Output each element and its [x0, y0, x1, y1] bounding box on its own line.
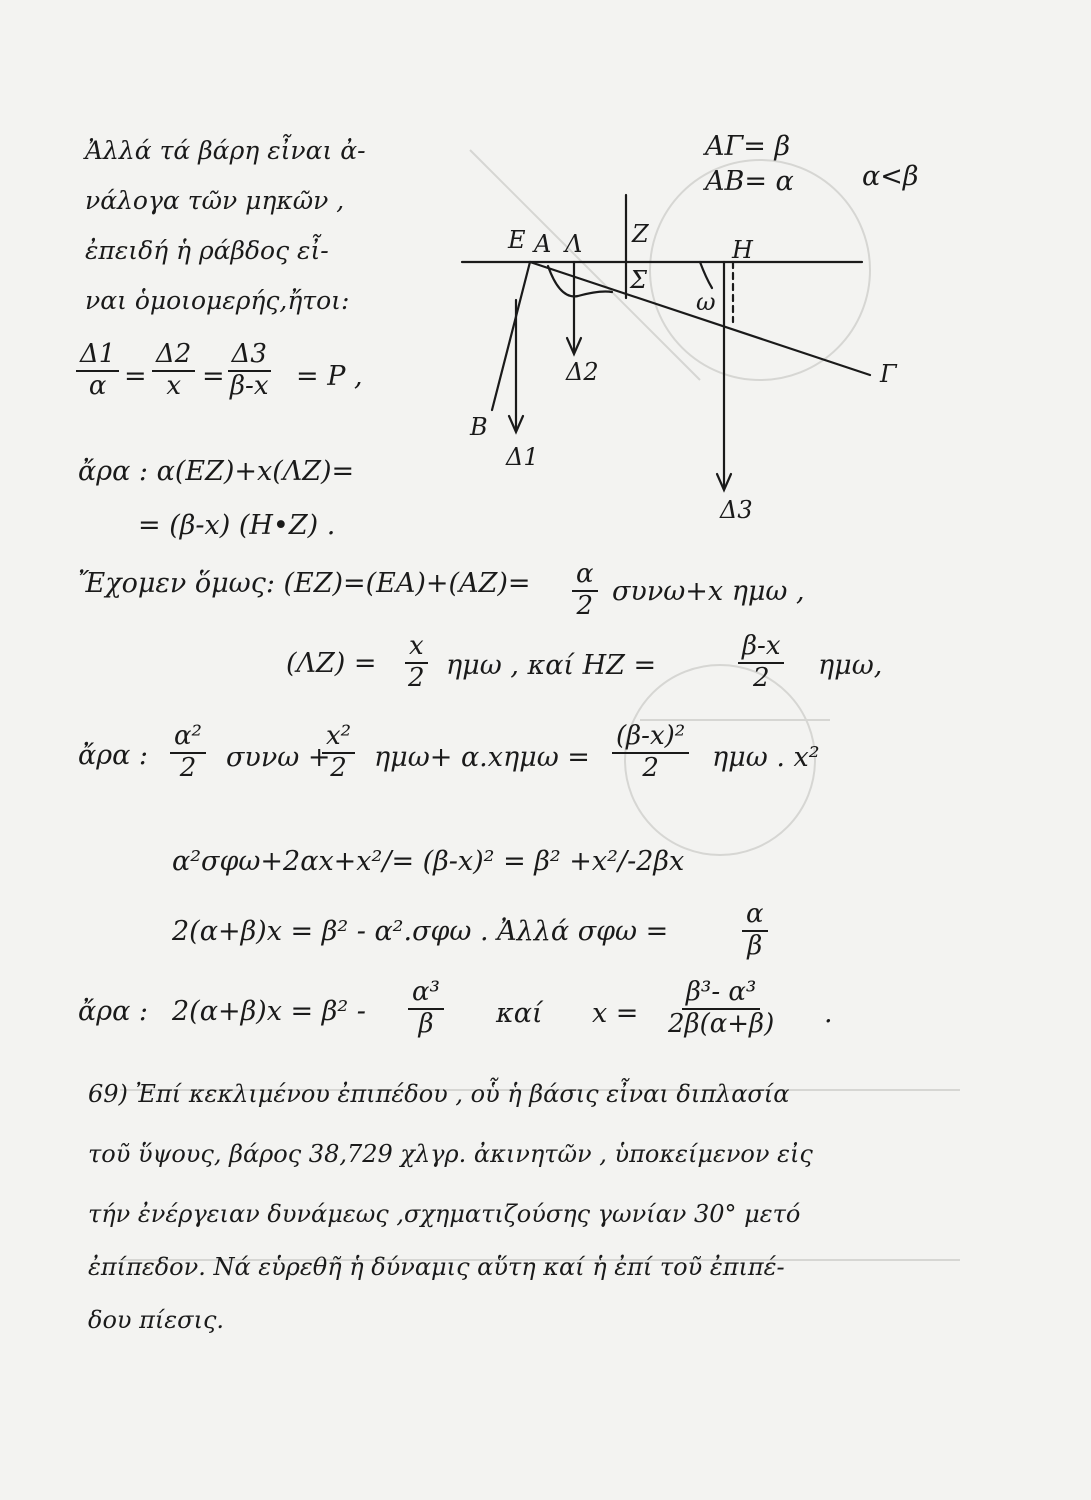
- intro-line-3: ἐπειδή ἡ ράβδος εἶ-: [85, 236, 329, 265]
- fraction-numerator: α: [742, 900, 768, 932]
- intro-line-1: Ἀλλά τά βάρη εἶναι ἀ-: [85, 136, 366, 165]
- fraction-numerator: β-x: [738, 632, 784, 664]
- fraction-numerator: (β-x)²: [612, 722, 689, 754]
- equals-sign: =: [124, 361, 147, 392]
- equation-ara-2-label: ἄρα :: [78, 740, 149, 771]
- fraction-numerator: Δ1: [76, 340, 119, 372]
- problem-line-5: δου πίεσις.: [88, 1306, 225, 1334]
- intro-line-4: ναι ὁμοιομερής,ἤτοι:: [85, 286, 350, 315]
- fraction-denominator: x: [166, 370, 181, 401]
- equation-hz-tail: ημω,: [818, 650, 883, 681]
- fraction-numerator: β³- α³: [682, 978, 760, 1010]
- equation-ara-2-mid2: ημω+ α.xημω =: [374, 742, 590, 773]
- fraction-a-over-2: [572, 560, 598, 622]
- fraction-numerator: α²: [170, 722, 206, 754]
- given-condition: α<β: [862, 161, 919, 192]
- line-ab: [492, 262, 530, 410]
- label-omega: ω: [696, 288, 716, 316]
- equation-5: 2(α+β)x = β² -: [172, 996, 366, 1027]
- given-ab: ΑΒ= α: [705, 166, 794, 197]
- fraction-x-solution: [664, 978, 778, 1040]
- fraction-numerator: x: [405, 632, 428, 664]
- fraction-x-over-2: [404, 632, 429, 694]
- fraction-bx2-over-2: [612, 722, 689, 784]
- equation-3: α²σφω+2αx+x²/= (β-x)² = β² +x²/-2βx: [172, 846, 685, 877]
- fraction-denominator: 2: [408, 662, 425, 693]
- intro-line-2: νάλογα τῶν μηκῶν ,: [85, 186, 345, 215]
- label-d2: Δ2: [566, 358, 599, 386]
- fraction-bx-over-2: [738, 632, 784, 694]
- label-d3: Δ3: [720, 496, 753, 524]
- angle-arc: [700, 262, 712, 288]
- equation-5-dot: .: [824, 998, 833, 1029]
- fraction-denominator: β: [418, 1008, 434, 1039]
- problem-line-1: 69) Ἐπί κεκλιμένου ἐπιπέδου , οὗ ἡ βάσις εἶναι διπλασία: [88, 1080, 790, 1108]
- fraction-denominator: 2: [179, 752, 197, 783]
- equation-lz-mid: ημω , καί ΗΖ =: [446, 650, 657, 681]
- fraction-denominator: β-x: [230, 370, 269, 401]
- equation-4: 2(α+β)x = β² - α².σφω . Ἀλλά σφω =: [172, 916, 669, 947]
- equation-5-kai: καί: [496, 998, 543, 1029]
- given-ag: ΑΓ= β: [705, 131, 791, 162]
- equation-ara-3-label: ἄρα :: [78, 996, 149, 1027]
- label-h: Η: [732, 236, 753, 264]
- fraction-a2-over-2: [170, 722, 206, 784]
- label-b: Β: [470, 413, 488, 441]
- fraction-a3-over-b: [408, 978, 444, 1040]
- label-e: Ε: [508, 226, 526, 254]
- fraction-denominator: α: [88, 370, 107, 401]
- label-l: Λ: [565, 230, 583, 258]
- equation-lz-head: (ΛΖ) =: [286, 648, 377, 679]
- fraction-numerator: x²: [322, 722, 355, 754]
- label-z: Ζ: [632, 220, 649, 248]
- equation-ara-2-tail: ημω . x²: [712, 742, 820, 773]
- fraction-numerator: α: [572, 560, 598, 592]
- fraction-denominator: 2: [642, 752, 659, 783]
- label-a: Α: [534, 230, 552, 258]
- fraction-denominator: 2: [576, 590, 594, 621]
- fraction-numerator: Δ2: [152, 340, 195, 372]
- label-d1: Δ1: [506, 443, 539, 471]
- fraction-numerator: α³: [408, 978, 444, 1010]
- label-sigma: Σ: [630, 266, 647, 294]
- equation-exomen: Ἔχομεν ὅμως: (ΕΖ)=(ΕΑ)+(ΑΖ)=: [78, 568, 531, 599]
- equation-ez-tail: συνω+x ημω ,: [612, 576, 805, 607]
- equals-sign: =: [202, 361, 225, 392]
- problem-line-3: τήν ἐνέργειαν δυνάμεως ,σχηματιζούσης γωνίαν 30° μετό: [88, 1200, 801, 1228]
- problem-line-2: τοῦ ὕψους, βάρος 38,729 χλγρ. ἀκινητῶν , ὑποκείμενον εἰς: [88, 1140, 813, 1168]
- equation-5-x: x =: [592, 998, 639, 1029]
- problem-line-4: ἐπίπεδον. Νά εὑρεθῆ ἡ δύναμις αὕτη καί ἡ ἐπί τοῦ ἐπιπέ-: [88, 1253, 785, 1281]
- fraction-denominator: 2: [752, 662, 770, 693]
- equals-p: = P ,: [296, 361, 363, 392]
- fraction-denominator: 2: [330, 752, 347, 783]
- label-g: Γ: [880, 360, 897, 388]
- equation-ara-1b: = (β-x) (Η•Ζ) .: [138, 510, 336, 541]
- equation-ara-2-mid: συνω +: [226, 742, 331, 773]
- fraction-numerator: Δ3: [228, 340, 271, 372]
- equation-ara-1: ἄρα : α(ΕΖ)+x(ΛΖ)=: [78, 456, 355, 487]
- fraction-a-over-b: [742, 900, 768, 962]
- fraction-denominator: β: [747, 930, 763, 961]
- fraction-x2-over-2: [322, 722, 355, 784]
- fraction-denominator: 2β(α+β): [668, 1008, 775, 1039]
